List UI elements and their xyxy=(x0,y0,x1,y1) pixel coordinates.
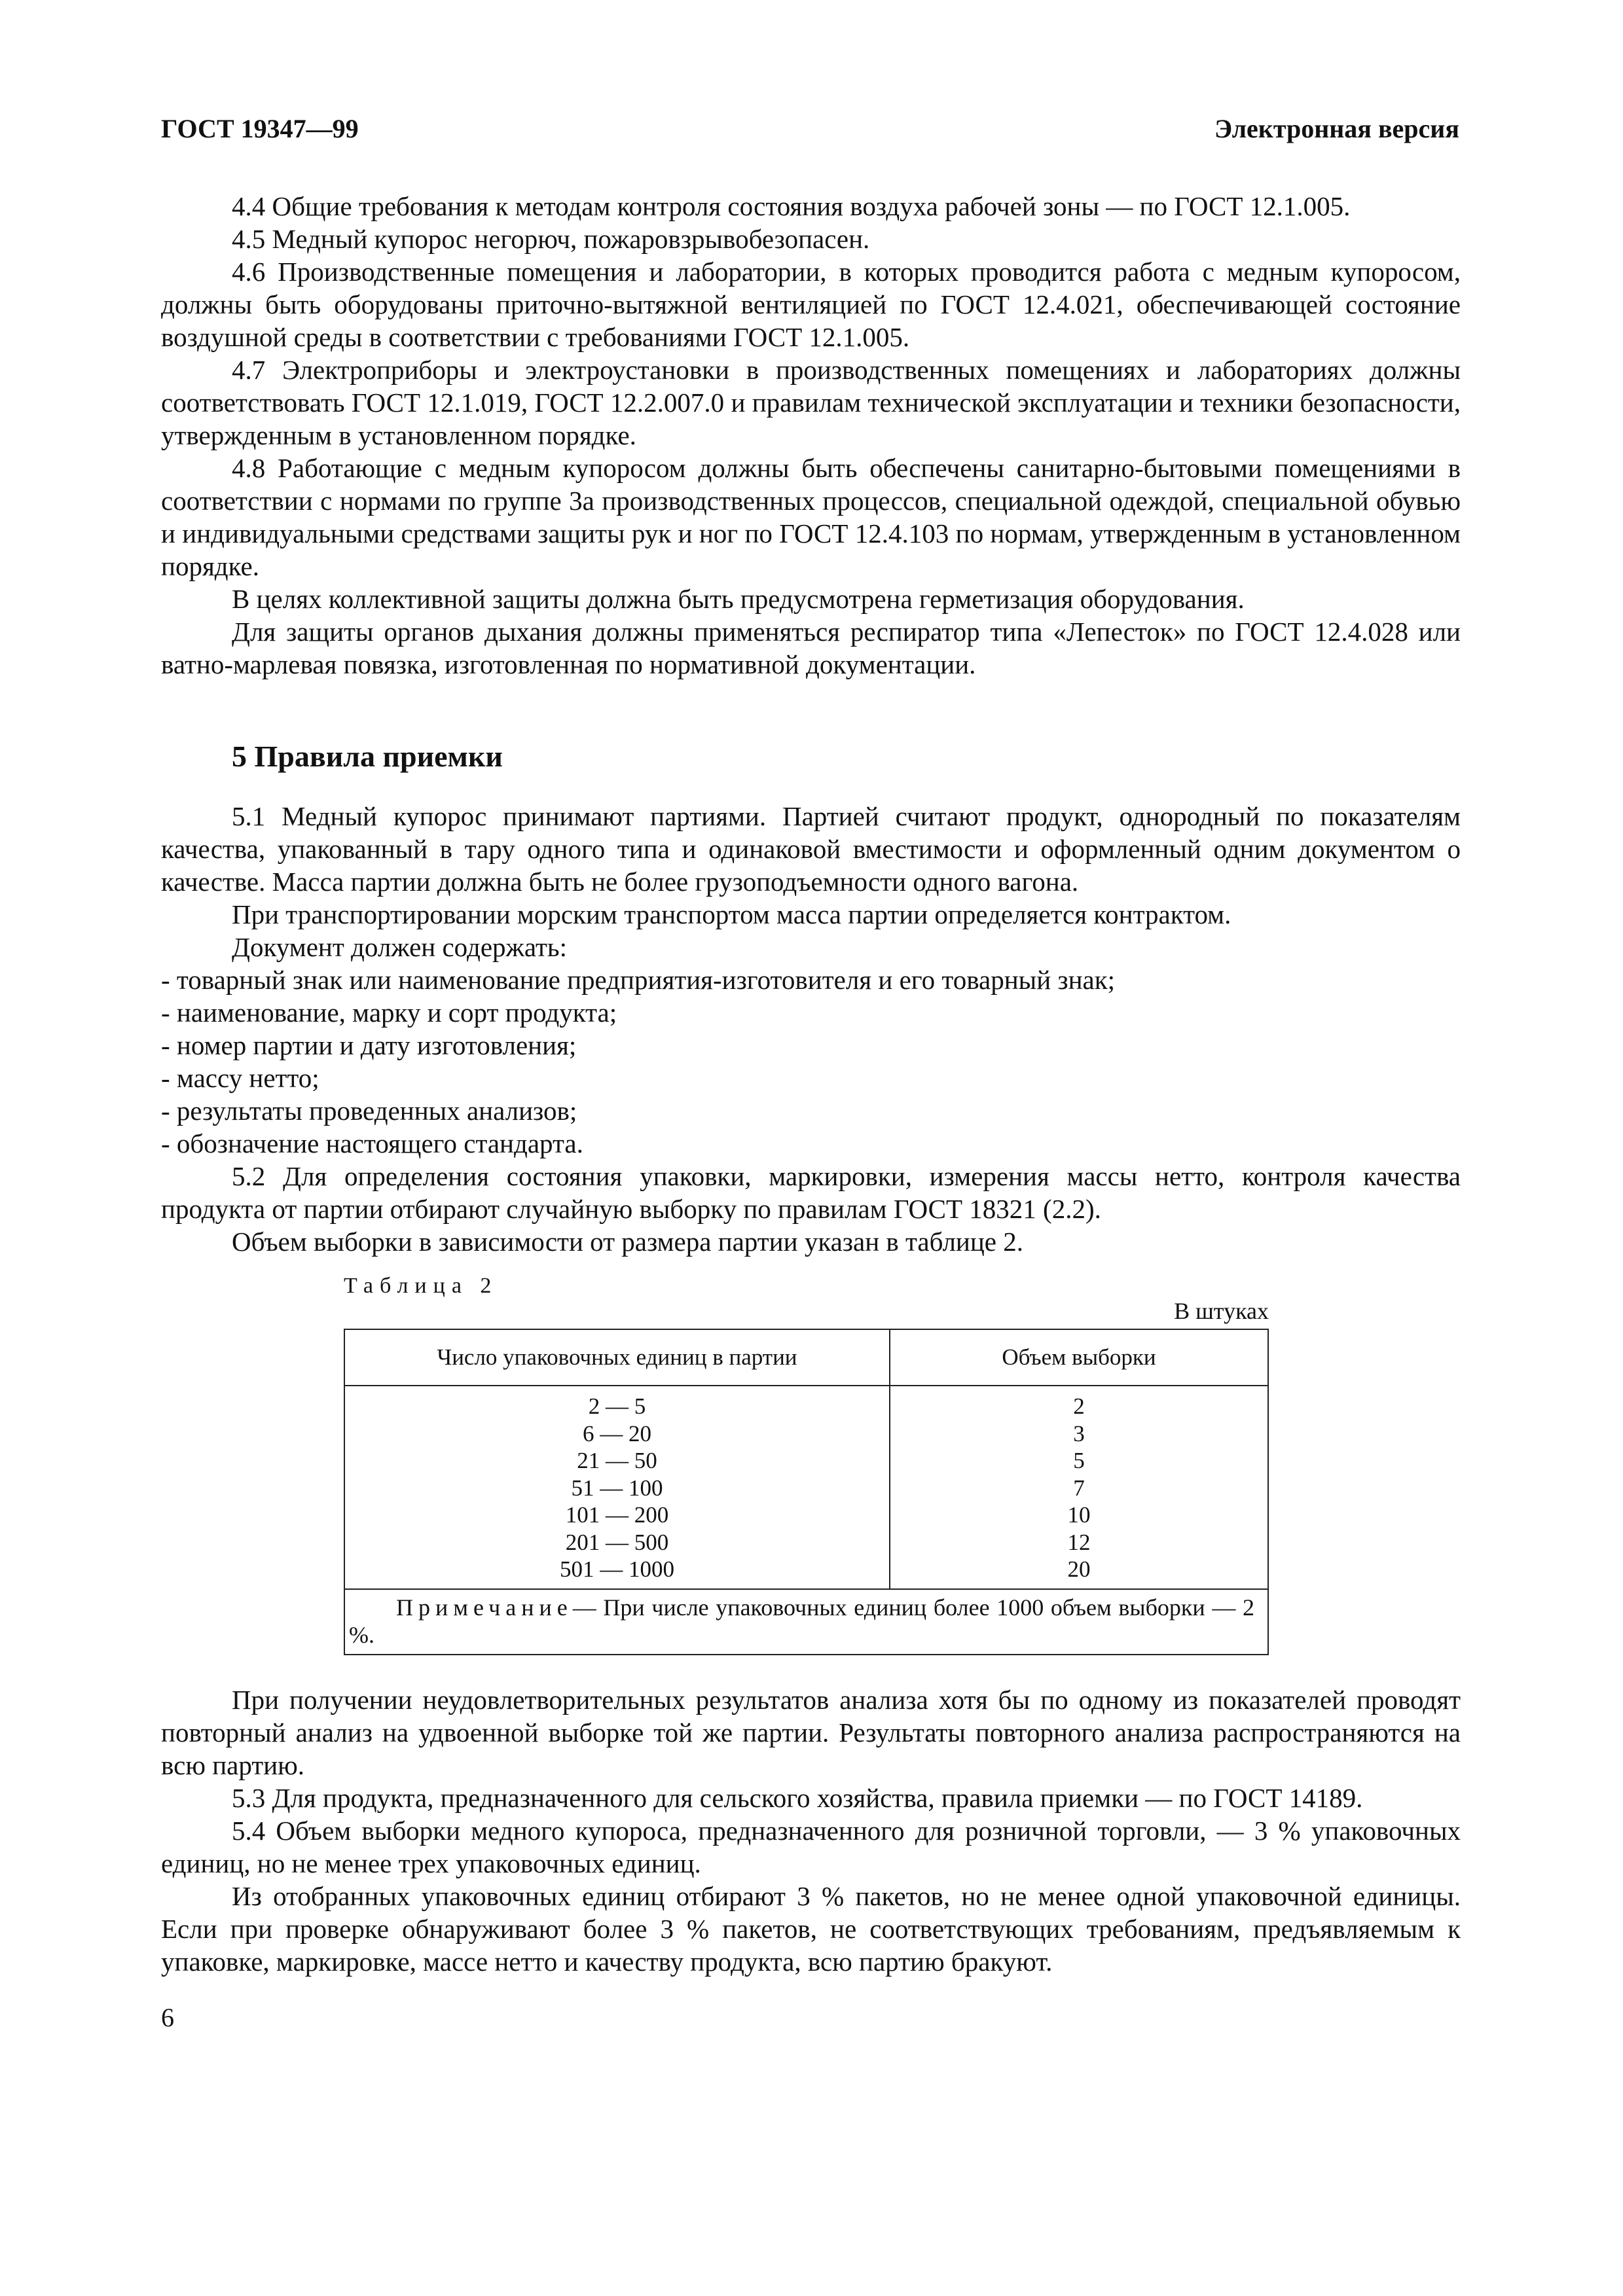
list-item: - массу нетто; xyxy=(161,1063,319,1093)
table-cell: 6 — 20 xyxy=(583,1420,651,1446)
section-4-body xyxy=(161,190,1461,681)
paragraph-collective-protection: В целях коллективной защиты должна быть предусмотрена герметизация оборудования. xyxy=(232,584,1245,614)
paragraph-sample-size-ref: Объем выборки в зависимости от размера партии указан в таблице 2. xyxy=(232,1227,1023,1257)
paragraph-5-2: 5.2 Для определения состояния упаковки, маркировки, измерения массы нетто, контроля качества продукта от партии отбирают случайную выборку по правилам ГОСТ 18321 (2.2). xyxy=(161,1161,1461,1224)
paragraph-document-contents: Документ должен содержать: xyxy=(232,932,568,962)
list-item: - результаты проведенных анализов; xyxy=(161,1096,577,1126)
table-cell: 201 — 500 xyxy=(565,1529,669,1555)
list-item: - номер партии и дату изготовления; xyxy=(161,1030,577,1060)
paragraph-4-5: 4.5 Медный купорос негорюч, пожаровзрывобезопасен. xyxy=(232,224,870,254)
table-row xyxy=(344,1386,1268,1589)
section-5-title: 5 Правила приемки xyxy=(232,740,503,773)
column-header-sample-size: Объем выборки xyxy=(890,1329,1268,1386)
table-note xyxy=(344,1589,1268,1655)
section-5-continued xyxy=(161,1683,1461,1978)
paragraph-5-3: 5.3 Для продукта, предназначенного для сельского хозяйства, правила приемки — по ГОСТ 14189. xyxy=(232,1783,1363,1813)
table-cell: 501 — 1000 xyxy=(560,1556,674,1582)
document-contents-list xyxy=(161,963,1461,1160)
paragraph-4-6: 4.6 Производственные помещения и лаборатории, в которых проводится работа с медным купоросом, должны быть оборудованы приточно-вытяжной вентиляцией по ГОСТ 12.4.021, обеспечивающей состояние воздушной среды в соответствии с требованиями ГОСТ 12.1.005. xyxy=(161,257,1461,352)
header-version-label: Электронная версия xyxy=(1214,114,1459,143)
table-cell: 12 xyxy=(1067,1529,1091,1555)
paragraph-4-8: 4.8 Работающие с медным купоросом должны быть обеспечены санитарно-бытовыми помещениями в соответствии с нормами по группе 3а производственных процессов, специальной одеждой, специальной обувью и индивидуальными средствами защиты рук и ног по ГОСТ 12.4.103 по нормам, утвержденным в установленном порядке. xyxy=(161,453,1461,581)
paragraph-packets-rejection: Из отобранных упаковочных единиц отбирают 3 % пакетов, но не менее одной упаковочной единицы. Если при проверке обнаруживают более 3 % пакетов, не соответствующих требованиям, предъявляемым к упаковке, маркировке, массе нетто и качеству продукта, всю партию бракуют. xyxy=(161,1881,1461,1977)
table-cell: 51 — 100 xyxy=(571,1475,663,1501)
table-cell: 3 xyxy=(1073,1420,1085,1446)
table-note-label: Примечание xyxy=(396,1594,573,1621)
table-cell: 2 — 5 xyxy=(588,1393,646,1419)
page-number: 6 xyxy=(161,2003,174,2032)
paragraph-sea-transport: При транспортировании морским транспортом масса партии определяется контрактом. xyxy=(232,899,1231,929)
table-note-row xyxy=(344,1589,1268,1655)
table-units: В штуках xyxy=(1174,1298,1269,1324)
table-cell: 10 xyxy=(1067,1502,1091,1528)
sample-size-column xyxy=(890,1386,1268,1589)
table-header-row xyxy=(344,1329,1268,1386)
table-cell: 20 xyxy=(1067,1556,1091,1582)
paragraph-5-4: 5.4 Объем выборки медного купороса, предназначенного для розничной торговли, — 3 % упаковочных единиц, но не менее трех упаковочных единиц. xyxy=(161,1816,1461,1878)
table-cell: 101 — 200 xyxy=(565,1502,669,1528)
list-item: - обозначение настоящего стандарта. xyxy=(161,1128,583,1158)
table-note-text: — При числе упаковочных единиц более 1000 объем выборки — 2 %. xyxy=(349,1594,1254,1648)
section-5-body xyxy=(161,800,1461,1258)
table-cell: 21 — 50 xyxy=(577,1448,657,1473)
list-item: - товарный знак или наименование предприятия-изготовителя и его товарный знак; xyxy=(161,965,1116,995)
paragraph-retest: При получении неудовлетворительных результатов анализа хотя бы по одному из показателей проводят повторный анализ на удвоенной выборке той же партии. Результаты повторного анализа распространяются на всю партию. xyxy=(161,1685,1461,1780)
sample-size-table xyxy=(344,1329,1269,1655)
list-item: - наименование, марку и сорт продукта; xyxy=(161,997,617,1028)
paragraph-4-4: 4.4 Общие требования к методам контроля состояния воздуха рабочей зоны — по ГОСТ 12.1.005. xyxy=(232,191,1351,221)
paragraph-respiratory-protection: Для защиты органов дыхания должны применяться респиратор типа «Лепесток» по ГОСТ 12.4.028 или ватно-марлевая повязка, изготовленная по нормативной документации. xyxy=(161,617,1461,679)
paragraph-5-1: 5.1 Медный купорос принимают партиями. Партией считают продукт, однородный по показателям качества, упакованный в тару одного типа и одинаковой вместимости и оформленный одним документом о качестве. Масса партии должна быть не более грузоподъемности одного вагона. xyxy=(161,801,1461,897)
header-standard-number: ГОСТ 19347—99 xyxy=(161,114,359,143)
table-cell: 2 xyxy=(1073,1393,1085,1419)
table-cell: 5 xyxy=(1073,1448,1085,1473)
column-header-lot-size: Число упаковочных единиц в партии xyxy=(344,1329,890,1386)
paragraph-4-7: 4.7 Электроприборы и электроустановки в производственных помещениях и лабораториях должны соответствовать ГОСТ 12.1.019, ГОСТ 12.2.007.0 и правилам технической эксплуатации и техники безопасности, утвержденным в установленном порядке. xyxy=(161,355,1461,450)
table-cell: 7 xyxy=(1073,1475,1085,1501)
table-caption: Таблица 2 xyxy=(344,1274,498,1298)
lot-size-column xyxy=(344,1386,890,1589)
